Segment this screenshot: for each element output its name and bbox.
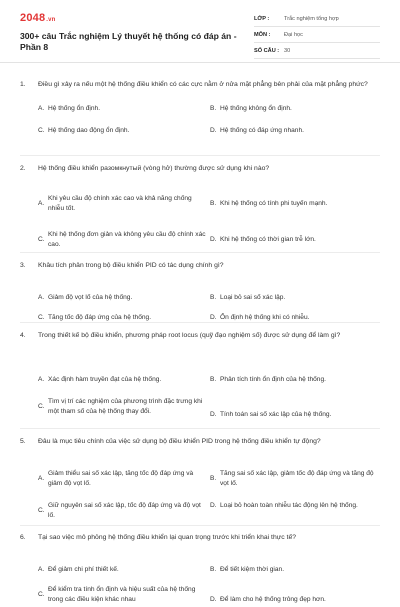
option-c[interactable] xyxy=(38,501,206,521)
question-text xyxy=(20,164,380,174)
question-3 xyxy=(20,261,380,323)
question-5 xyxy=(20,437,380,527)
option-letter: B. xyxy=(210,105,217,112)
option-letter: D. xyxy=(210,411,217,418)
option-letter: C. xyxy=(38,591,45,598)
question-number: 6. xyxy=(20,534,26,541)
divider xyxy=(20,428,380,429)
option-text: Loại bỏ sai số xác lập. xyxy=(220,294,286,301)
option-text: Ổn định hệ thống khi có nhiễu. xyxy=(220,314,310,321)
option-letter: B. xyxy=(210,475,217,482)
option-text: Hệ thống có đáp ứng nhanh. xyxy=(220,127,304,134)
option-b[interactable] xyxy=(210,565,380,575)
question-number: 2. xyxy=(20,165,26,172)
option-text: Tăng sai số xác lập, giảm tốc độ đáp ứng và tăng độ vọt lố. xyxy=(220,470,374,487)
option-letter: D. xyxy=(210,127,217,134)
site-logo[interactable] xyxy=(20,12,56,24)
question-body: Đâu là mục tiêu chính của việc sử dụng bộ điều khiển PID trong hệ thống điều khiển tự động? xyxy=(38,438,321,445)
options xyxy=(38,174,380,254)
option-letter: B. xyxy=(210,294,217,301)
question-text xyxy=(20,533,380,543)
option-c[interactable] xyxy=(38,230,206,250)
option-d[interactable] xyxy=(210,410,380,420)
option-d[interactable] xyxy=(210,501,380,511)
question-text xyxy=(20,80,380,90)
question-body: Điều gì xảy ra nếu một hệ thống điều khiển có các cực nằm ở nửa mặt phẳng bên phải của mặt phẳng phức? xyxy=(38,81,368,88)
option-text: Để làm cho hệ thống trông đẹp hơn. xyxy=(220,596,326,603)
option-letter: D. xyxy=(210,236,217,243)
options xyxy=(38,447,380,527)
option-b[interactable] xyxy=(210,199,380,209)
option-text: Để tiết kiệm thời gian. xyxy=(220,566,285,573)
option-letter: A. xyxy=(38,475,45,482)
options xyxy=(38,543,380,607)
question-body: Trong thiết kế bộ điều khiển, phương pháp root locus (quỹ đạo nghiệm số) được sử dụng để làm gì? xyxy=(38,332,341,339)
option-text: Phân tích tính ổn định của hệ thống. xyxy=(220,376,326,383)
option-b[interactable] xyxy=(210,469,380,489)
meta-key: SỐ CÂU : xyxy=(254,47,280,54)
option-text: Tính toán sai số xác lập của hệ thống. xyxy=(220,411,332,418)
meta-table xyxy=(254,11,380,59)
options xyxy=(38,90,380,142)
option-b[interactable] xyxy=(210,104,380,114)
option-letter: A. xyxy=(38,105,45,112)
option-text: Hệ thống ổn định. xyxy=(48,105,101,112)
meta-row-count xyxy=(254,43,380,59)
option-text: Để giảm chi phí thiết kế. xyxy=(48,566,119,573)
option-letter: B. xyxy=(210,200,217,207)
question-body: Khâu tích phân trong bộ điều khiển PID có tác dụng chính gì? xyxy=(38,262,224,269)
option-letter: A. xyxy=(38,200,45,207)
question-number: 1. xyxy=(20,81,26,88)
option-text: Loại bỏ hoàn toàn nhiễu tác động lên hệ thống. xyxy=(220,502,358,509)
option-text: Tăng tốc độ đáp ứng của hệ thống. xyxy=(48,314,152,321)
option-d[interactable] xyxy=(210,235,380,245)
option-text: Giảm thiểu sai số xác lập, tăng tốc độ đáp ứng và giảm độ vọt lố. xyxy=(48,470,194,487)
page-title: 300+ câu Trắc nghiệm Lý thuyết hệ thống có đáp án - Phần 8 xyxy=(20,31,237,52)
question-2 xyxy=(20,164,380,254)
option-text: Tìm vị trí các nghiệm của phương trình đặc trưng khi một tham số của hệ thống thay đổi. xyxy=(48,398,203,415)
option-letter: A. xyxy=(38,566,45,573)
option-text: Xác định hàm truyền đạt của hệ thống. xyxy=(48,376,162,383)
option-letter: C. xyxy=(38,236,45,243)
meta-row-subject xyxy=(254,27,380,43)
question-text xyxy=(20,437,380,447)
logo-suffix: .vn xyxy=(46,17,56,23)
option-c[interactable] xyxy=(38,126,206,136)
question-4 xyxy=(20,331,380,431)
option-d[interactable] xyxy=(210,126,380,136)
option-letter: D. xyxy=(210,314,217,321)
divider xyxy=(20,252,380,253)
meta-value: Trắc nghiệm tổng hợp xyxy=(284,15,339,22)
option-text: Khi hệ thống có thời gian trễ lớn. xyxy=(220,236,316,243)
option-text: Giảm độ vọt lố của hệ thống. xyxy=(48,294,133,301)
option-c[interactable] xyxy=(38,397,206,417)
question-6 xyxy=(20,533,380,607)
option-b[interactable] xyxy=(210,375,380,385)
option-letter: C. xyxy=(38,127,45,134)
option-letter: D. xyxy=(210,596,217,603)
meta-value: Đại học xyxy=(284,31,303,38)
option-text: Khi hệ thống có tính phi tuyến mạnh. xyxy=(220,200,328,207)
option-a[interactable] xyxy=(38,293,206,303)
page-header xyxy=(0,0,400,63)
divider xyxy=(20,525,380,526)
option-b[interactable] xyxy=(210,293,380,303)
option-d[interactable] xyxy=(210,595,380,605)
option-text: Giữ nguyên sai số xác lập, tốc độ đáp ứng và độ vọt lố. xyxy=(48,502,201,519)
question-number: 3. xyxy=(20,262,26,269)
question-number: 5. xyxy=(20,438,26,445)
option-a[interactable] xyxy=(38,194,206,214)
divider xyxy=(20,322,380,323)
option-letter: C. xyxy=(38,314,45,321)
option-letter: C. xyxy=(38,403,45,410)
divider xyxy=(20,155,380,156)
meta-key: LỚP : xyxy=(254,15,270,22)
question-1 xyxy=(20,80,380,142)
question-number: 4. xyxy=(20,332,26,339)
question-body: Tại sao việc mô phỏng hệ thống điều khiển lại quan trọng trước khi triển khai thực tế? xyxy=(38,534,297,541)
logo-text: 2048 xyxy=(20,12,46,24)
option-text: Để kiểm tra tính ổn định và hiệu suất của hệ thống trong các điều kiện khác nhau xyxy=(48,586,196,603)
question-text xyxy=(20,261,380,271)
option-text: Hệ thống không ổn định. xyxy=(220,105,292,112)
option-a[interactable] xyxy=(38,469,206,489)
question-body: Hệ thống điều khiển разомкнутый (vòng hở) thường được sử dụng khi nào? xyxy=(38,165,270,172)
option-letter: A. xyxy=(38,294,45,301)
option-letter: A. xyxy=(38,376,45,383)
option-letter: C. xyxy=(38,507,45,514)
options xyxy=(38,271,380,323)
option-text: Khi hệ thống đơn giản và không yêu cầu độ chính xác cao. xyxy=(48,231,206,248)
option-letter: D. xyxy=(210,502,217,509)
option-letter: B. xyxy=(210,566,217,573)
option-text: Khi yêu cầu độ chính xác cao và khả năng chống nhiễu tốt. xyxy=(48,195,192,212)
options xyxy=(38,341,380,431)
meta-key: MÔN : xyxy=(254,31,271,38)
meta-row-class xyxy=(254,11,380,27)
option-a[interactable] xyxy=(38,375,206,385)
option-c[interactable] xyxy=(38,585,206,605)
option-text: Hệ thống dao động ổn định. xyxy=(48,127,130,134)
question-text xyxy=(20,331,380,341)
meta-value: 30 xyxy=(284,47,291,54)
option-a[interactable] xyxy=(38,565,206,575)
option-letter: B. xyxy=(210,376,217,383)
option-a[interactable] xyxy=(38,104,206,114)
